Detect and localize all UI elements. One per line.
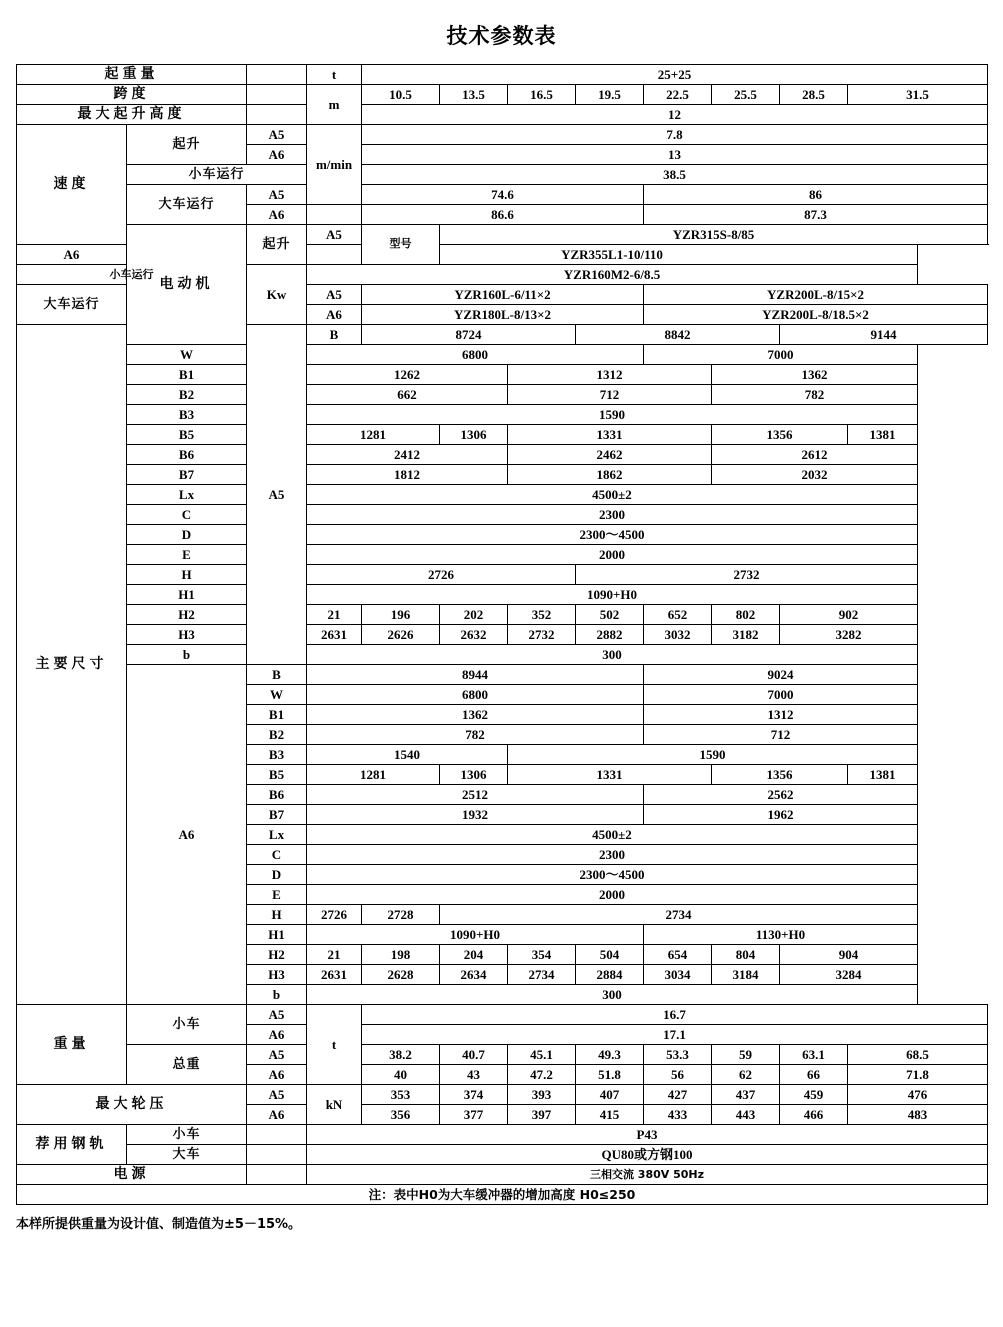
table-row [17,625,988,645]
unit-t: t [307,65,362,85]
wheel-pressure-a5: 437 [712,1085,780,1105]
dim-a6-H2: 904 [780,945,918,965]
table-row [17,565,988,585]
dim-row-label: Lx [127,485,247,505]
dim-row-label: B2 [247,725,307,745]
label-lift: 起升 [247,225,307,265]
label-a6: A6 [127,665,247,1005]
wheel-pressure-a6: 466 [780,1105,848,1125]
label-a6: A6 [247,145,307,165]
table-row [17,1085,988,1105]
dim-row-label: C [247,845,307,865]
dim-row-label: B1 [127,365,247,385]
dim-a6-Lx: 4500±2 [307,825,918,845]
span-value: 16.5 [508,85,576,105]
dim-a6-B-2: 9024 [644,665,918,685]
blank-cell [247,1165,307,1185]
table-row [17,1165,988,1185]
table-row [17,425,988,445]
wheel-pressure-a6: 483 [848,1105,988,1125]
dim-row-label: B6 [127,445,247,465]
dim-row-label: B [307,325,362,345]
motor-lift-a6: YZR355L1-10/110 [307,245,918,265]
dim-a5-Lx: 4500±2 [307,485,918,505]
dim-a5-b: 300 [307,645,918,665]
label-a5: A5 [247,125,307,145]
weight-trolley-a5: 16.7 [362,1005,988,1025]
dim-row-label: W [127,345,247,365]
span-value: 19.5 [576,85,644,105]
label-lift: 起升 [127,125,247,165]
dim-a5-B-1: 8724 [362,325,576,345]
power-supply-value: 三相交流 380V 50Hz [307,1165,988,1185]
dim-row-label: Lx [247,825,307,845]
dim-a5-B7-3: 2032 [712,465,918,485]
dim-a6-B6-2: 2562 [644,785,918,805]
blank-cell [247,85,307,105]
label-a6: A6 [247,1065,307,1085]
dim-a5-H3: 3182 [712,625,780,645]
dim-a5-B1-1: 1262 [307,365,508,385]
blank-cell [247,1125,307,1145]
dim-a5-H2: 21 [307,605,362,625]
dim-a5-B2-2: 712 [508,385,712,405]
table-row [17,125,988,145]
dim-row-label: W [247,685,307,705]
dim-a5-B3: 1590 [307,405,918,425]
weight-total-a6: 51.8 [576,1065,644,1085]
label-span: 跨度 [17,85,247,105]
table-row [17,345,988,365]
weight-total-a6: 62 [712,1065,780,1085]
dim-a6-H3: 2628 [362,965,440,985]
dim-a5-H-2: 2732 [576,565,918,585]
table-row [17,545,988,565]
table-row [17,225,988,245]
dim-a5-B2-3: 782 [712,385,918,405]
weight-total-a5: 49.3 [576,1045,644,1065]
dim-a5-B5-2: 1306 [440,425,508,445]
dim-a6-H2: 21 [307,945,362,965]
dim-a5-H3: 2732 [508,625,576,645]
label-a6: A6 [307,305,362,325]
dim-a5-B1-2: 1312 [508,365,712,385]
dim-row-label: D [127,525,247,545]
speed-lift-a5: 7.8 [362,125,988,145]
span-value: 28.5 [780,85,848,105]
wheel-pressure-a6: 415 [576,1105,644,1125]
dim-a6-W-1: 6800 [307,685,644,705]
dim-a5-H3: 3282 [780,625,918,645]
weight-total-a5: 59 [712,1045,780,1065]
span-value: 13.5 [440,85,508,105]
label-a6: A6 [247,205,307,225]
dim-a5-H3: 2882 [576,625,644,645]
weight-total-a5: 53.3 [644,1045,712,1065]
dim-a6-H2: 198 [362,945,440,965]
dim-a5-H3: 2632 [440,625,508,645]
table-row [17,1145,988,1165]
unit-m-min-2 [307,205,362,225]
dim-a5-H3: 3032 [644,625,712,645]
dim-row-label: B1 [247,705,307,725]
label-a5: A5 [247,1085,307,1105]
table-row [17,1125,988,1145]
dim-a6-D: 2300～4500 [307,865,918,885]
span-value: 10.5 [362,85,440,105]
motor-crane-a6-right: YZR200L-8/18.5×2 [644,305,988,325]
label-recommended-rail: 荐用钢轨 [17,1125,127,1165]
dim-a5-H2: 652 [644,605,712,625]
dim-a5-B5-4: 1356 [712,425,848,445]
table-row [17,445,988,465]
label-trolley-travel: 小车运行 [17,265,247,285]
dim-a5-B5-1: 1281 [307,425,440,445]
table-row [17,85,988,105]
dim-a5-H2: 196 [362,605,440,625]
dim-a5-D: 2300～4500 [307,525,918,545]
blank-cell [247,105,307,125]
label-a5: A5 [247,1005,307,1025]
dim-a6-H1-1: 1090+H0 [307,925,644,945]
label-speed: 速度 [17,125,127,245]
dim-a6-B7-2: 1962 [644,805,918,825]
dim-a6-B5-1: 1281 [307,765,440,785]
dim-a5-B1-3: 1362 [712,365,918,385]
dim-a5-H2: 902 [780,605,918,625]
dim-a6-H-1: 2726 [307,905,362,925]
label-a5: A5 [247,325,307,665]
dim-row-label: B6 [247,785,307,805]
dim-a5-B6-3: 2612 [712,445,918,465]
dim-row-label: H1 [247,925,307,945]
dim-a6-B5-3: 1331 [508,765,712,785]
dim-row-label: B7 [247,805,307,825]
wheel-pressure-a5: 374 [440,1085,508,1105]
dim-row-label: H2 [127,605,247,625]
speed-trolley: 38.5 [362,165,988,185]
dim-row-label: B3 [247,745,307,765]
dim-a6-H2: 204 [440,945,508,965]
dim-a5-B2-1: 662 [307,385,508,405]
spec-table [16,64,988,1205]
dim-a6-E: 2000 [307,885,918,905]
wheel-pressure-a5: 427 [644,1085,712,1105]
dim-row-label: E [127,545,247,565]
dim-a5-B6-2: 2462 [508,445,712,465]
label-a5: A5 [307,225,362,245]
motor-crane-a5-left: YZR160L-6/11×2 [362,285,644,305]
footnote: 本样所提供重量为设计值、制造值为±5－15%。 [16,1217,302,1232]
table-row [17,1185,988,1205]
unit-m: m [307,85,362,125]
table-row [17,385,988,405]
unit-kw: Kw [247,265,307,325]
dim-a6-C: 2300 [307,845,918,865]
dim-a5-B7-2: 1862 [508,465,712,485]
speed-crane-a5-left: 74.6 [362,185,644,205]
motor-trolley: YZR160M2-6/8.5 [307,265,918,285]
wheel-pressure-a6: 377 [440,1105,508,1125]
unit-m-min: m/min [307,125,362,205]
dim-row-label: D [247,865,307,885]
dim-row-label: H2 [247,945,307,965]
dim-a6-H3: 2631 [307,965,362,985]
wheel-pressure-a6: 433 [644,1105,712,1125]
dim-a6-B5-4: 1356 [712,765,848,785]
rail-trolley: P43 [307,1125,988,1145]
label-capacity: 起重量 [17,65,247,85]
table-row [17,105,988,125]
dim-row-label: B5 [127,425,247,445]
label-total: 总重 [127,1045,247,1085]
blank-cell [247,1145,307,1165]
motor-crane-a6-left: YZR180L-8/13×2 [362,305,644,325]
table-row [17,485,988,505]
label-trolley: 小车 [127,1125,247,1145]
label-main-dimensions: 主要尺寸 [17,325,127,1005]
wheel-pressure-a6: 356 [362,1105,440,1125]
dim-a6-B6-1: 2512 [307,785,644,805]
table-row [17,365,988,385]
label-crane-travel: 大车运行 [17,285,127,325]
label-a5: A5 [307,285,362,305]
dim-a6-W-2: 7000 [644,685,918,705]
dim-row-label: H [127,565,247,585]
motor-crane-a5-right: YZR200L-8/15×2 [644,285,988,305]
dim-row-label: B5 [247,765,307,785]
label-crane-travel: 大车运行 [127,185,247,225]
dim-a5-B-2: 8842 [576,325,780,345]
table-row [17,1045,988,1065]
dim-a6-B1-2: 1312 [644,705,918,725]
label-power-supply: 电源 [17,1165,247,1185]
dim-a5-H-1: 2726 [307,565,576,585]
label-motor: 电动机 [127,225,247,345]
span-value: 25.5 [712,85,780,105]
label-crane: 大车 [127,1145,247,1165]
table-row [17,1005,988,1025]
weight-trolley-a6: 17.1 [362,1025,988,1045]
table-row [17,505,988,525]
weight-total-a6: 56 [644,1065,712,1085]
dim-row-label: H3 [247,965,307,985]
label-a6: A6 [247,1025,307,1045]
speed-lift-a6: 13 [362,145,988,165]
blank-cell [247,65,307,85]
dim-a6-b: 300 [307,985,918,1005]
dim-row-label: b [247,985,307,1005]
dim-a6-B5-2: 1306 [440,765,508,785]
table-row [17,605,988,625]
dim-a6-B2-1: 782 [307,725,644,745]
dim-a5-B6-1: 2412 [307,445,508,465]
dim-row-label: H [247,905,307,925]
unit-model: 型号 [362,225,440,265]
dim-a6-B7-1: 1932 [307,805,644,825]
wheel-pressure-a5: 353 [362,1085,440,1105]
dim-a6-H-2: 2728 [362,905,440,925]
table-row [17,525,988,545]
table-row [17,645,988,665]
dim-a6-B-1: 8944 [307,665,644,685]
weight-total-a6: 71.8 [848,1065,988,1085]
unit-t2: t [307,1005,362,1085]
wheel-pressure-a5: 393 [508,1085,576,1105]
dim-row-label: b [127,645,247,665]
wheel-pressure-a5: 476 [848,1085,988,1105]
dim-a5-H2: 802 [712,605,780,625]
dim-row-label: B3 [127,405,247,425]
motor-lift-a5: YZR315S-8/85 [440,225,988,245]
dim-a5-H3: 2626 [362,625,440,645]
span-value: 31.5 [848,85,988,105]
dim-a6-H3: 3184 [712,965,780,985]
span-value: 22.5 [644,85,712,105]
table-row [17,185,988,205]
label-trolley: 小车 [127,1005,247,1045]
dim-a6-H3: 2734 [508,965,576,985]
wheel-pressure-a6: 443 [712,1105,780,1125]
table-row [17,405,988,425]
wheel-pressure-a5: 407 [576,1085,644,1105]
dim-a5-B5-3: 1331 [508,425,712,445]
dim-a6-B1-1: 1362 [307,705,644,725]
dim-a6-B2-2: 712 [644,725,918,745]
weight-total-a6: 66 [780,1065,848,1085]
dim-row-label: B [247,665,307,685]
dim-a5-W-1: 6800 [307,345,644,365]
table-row [17,165,988,185]
wheel-pressure-a6: 397 [508,1105,576,1125]
speed-crane-a5-right: 86 [644,185,988,205]
label-weight: 重量 [17,1005,127,1085]
dim-a5-H2: 202 [440,605,508,625]
dim-a5-H2: 352 [508,605,576,625]
unit-kn: kN [307,1085,362,1125]
weight-total-a5: 38.2 [362,1045,440,1065]
table-note: 注：表中H0为大车缓冲器的增加高度 H0≤250 [17,1185,988,1205]
dim-a6-B3-1: 1540 [307,745,508,765]
table-row [17,65,988,85]
weight-total-a5: 63.1 [780,1045,848,1065]
table-row [17,665,988,685]
weight-total-a6: 40 [362,1065,440,1085]
label-trolley-travel: 小车运行 [127,165,307,185]
table-row [17,585,988,605]
weight-total-a6: 47.2 [508,1065,576,1085]
page-title: 技术参数表 [446,24,557,48]
dim-a6-H2: 804 [712,945,780,965]
table-row [17,465,988,485]
label-a5: A5 [247,185,307,205]
rail-crane: QU80或方钢100 [307,1145,988,1165]
dim-row-label: B7 [127,465,247,485]
weight-total-a6: 43 [440,1065,508,1085]
dim-a5-H1: 1090+H0 [307,585,918,605]
weight-total-a5: 68.5 [848,1045,988,1065]
dim-a6-H2: 354 [508,945,576,965]
dim-a6-H3: 3034 [644,965,712,985]
capacity-value: 25+25 [362,65,988,85]
dim-a6-B3-2: 1590 [508,745,918,765]
dim-a6-H2: 504 [576,945,644,965]
weight-total-a5: 45.1 [508,1045,576,1065]
dim-a6-H1-2: 1130+H0 [644,925,918,945]
dim-row-label: B2 [127,385,247,405]
dim-a5-W-2: 7000 [644,345,918,365]
label-a5: A5 [247,1045,307,1065]
dim-a5-H3: 2631 [307,625,362,645]
dim-row-label: C [127,505,247,525]
dim-a6-B5-5: 1381 [848,765,918,785]
dim-a5-B5-5: 1381 [848,425,918,445]
label-max-lift-height: 最大起升高度 [17,105,247,125]
label-a6: A6 [17,245,127,265]
dim-a5-E: 2000 [307,545,918,565]
dim-row-label: E [247,885,307,905]
dim-a6-H2: 654 [644,945,712,965]
dim-a5-H2: 502 [576,605,644,625]
speed-crane-a6-right: 87.3 [644,205,988,225]
dim-a6-H3: 2884 [576,965,644,985]
weight-total-a5: 40.7 [440,1045,508,1065]
label-max-wheel-pressure: 最大轮压 [17,1085,247,1125]
dim-a6-H-3: 2734 [440,905,918,925]
wheel-pressure-a5: 459 [780,1085,848,1105]
dim-a6-H3: 2634 [440,965,508,985]
max-lift-height-value: 12 [362,105,988,125]
dim-row-label: H1 [127,585,247,605]
label-a6: A6 [247,1105,307,1125]
dim-a6-H3: 3284 [780,965,918,985]
dim-a5-B-3: 9144 [780,325,988,345]
speed-crane-a6-left: 86.6 [362,205,644,225]
dim-a5-C: 2300 [307,505,918,525]
dim-row-label: H3 [127,625,247,645]
dim-a5-B7-1: 1812 [307,465,508,485]
